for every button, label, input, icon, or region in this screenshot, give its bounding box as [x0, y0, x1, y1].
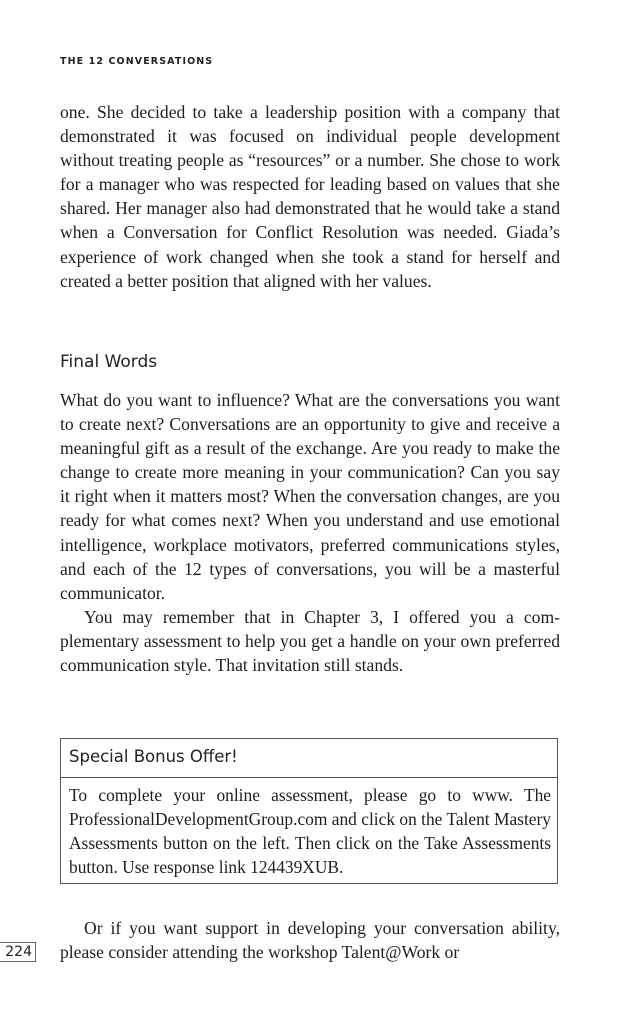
special-bonus-offer-box [60, 738, 558, 884]
body-paragraph-continued [60, 100, 560, 293]
section-heading: Final Words [60, 352, 158, 372]
closing-paragraph: Or if you want support in developing your conversation ability, please consider attending the workshop Talent@Work or [60, 918, 560, 963]
offer-title: Special Bonus Offer! [69, 747, 238, 766]
page-number: 224 [0, 942, 36, 962]
final-words-paragraph-2: You may remember that in Chapter 3, I offered you a complementary assessment to help you get a handle on your own preferred communication style. That invitation still stands. [60, 606, 560, 676]
running-header: THE 12 CONVERSATIONS [60, 56, 214, 67]
offer-divider [61, 777, 557, 778]
paragraph-text: one. She decided to take a leadership position with a company that demonstrated it was focused on individual people development without treating people as “resources” or a number. She chose to work for a manager who was respected for leading based on values that she shared. Her manager also had demonstrated that he would take a stand when a Conversation for Conflict Resolution was needed. Giada’s experience of work changed when she took a stand for herself and created a better position that aligned with her values. [60, 102, 560, 291]
offer-text: To complete your online assessment, please go to www. The ProfessionalDevelopmentGroup.com and click on the Talent Mastery Assessments button on the left. Then click on the Take Assessments button. Use response link 124439XUB. [69, 785, 551, 878]
final-words-body [60, 388, 560, 677]
final-words-paragraph-1: What do you want to influence? What are the conversations you want to create next? Conversations are an opportunity to give and receive a meaningful gift as a result of the exchange. Are you ready to make the change to create more meaning in your communication? Can you say it right when it matters most? When the conversation changes, are you ready for what comes next? When you understand and use emotional intelligence, workplace motivators, preferred communications styles, and each of the 12 types of conversations, you will be a masterful communicator. [60, 390, 560, 603]
closing-body [60, 916, 560, 964]
